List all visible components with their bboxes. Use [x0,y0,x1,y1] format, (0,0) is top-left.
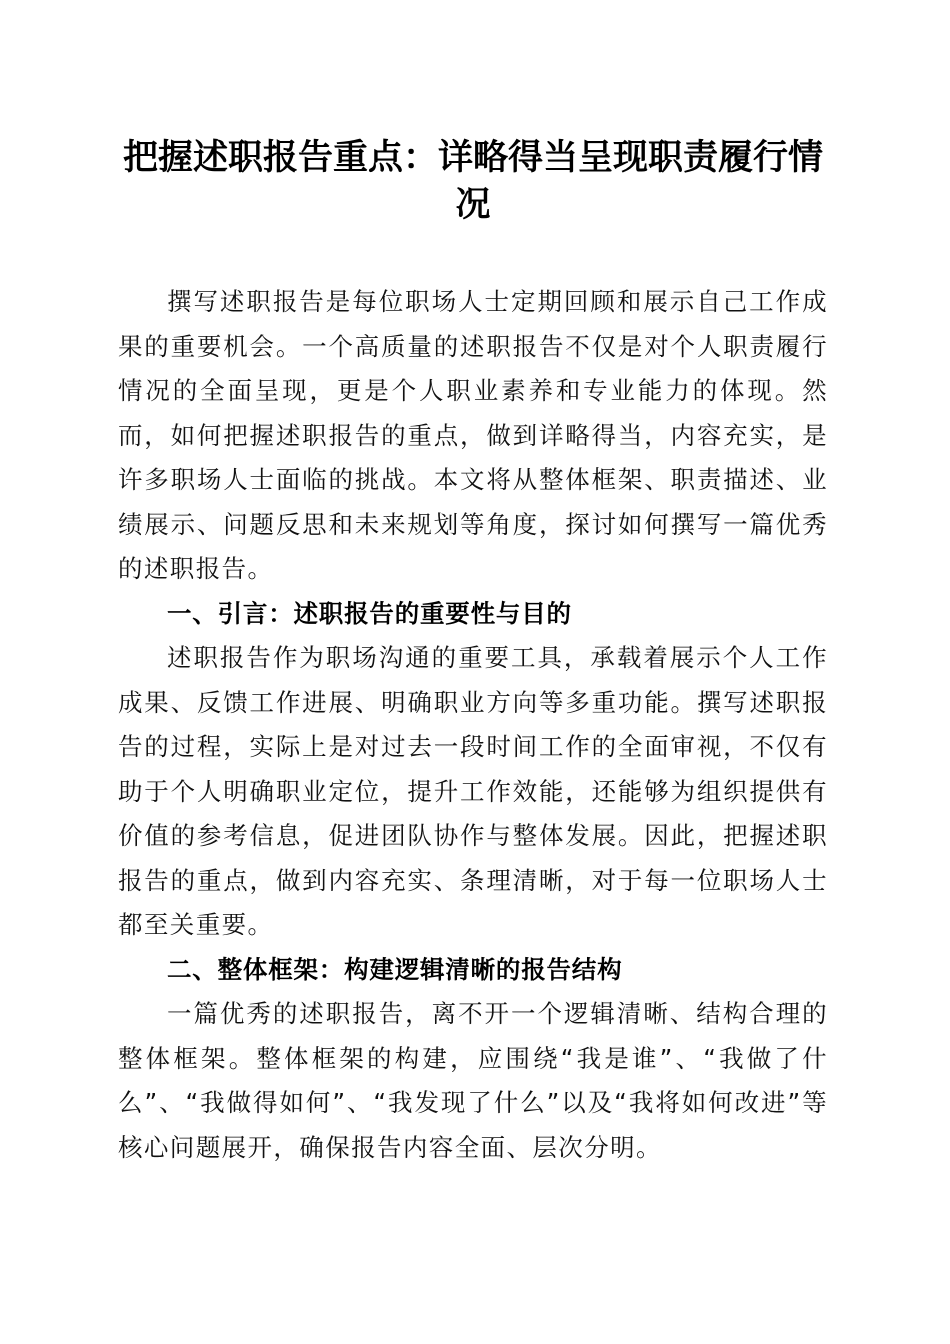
section-2-paragraph: 一篇优秀的述职报告，离不开一个逻辑清晰、结构合理的整体框架。整体框架的构建，应围绕“我是谁”、“我做了什么”、“我做得如何”、“我发现了什么”以及“我将如何改进”等核心问题展开，确保报告内容全面、层次分明。 [118,999,828,1162]
section-heading-1: 一、引言：述职报告的重要性与目的 [167,598,572,628]
intro-paragraph: 撰写述职报告是每位职场人士定期回顾和展示自己工作成果的重要机会。一个高质量的述职报告不仅是对个人职责履行情况的全面呈现，更是个人职业素养和专业能力的体现。然而，如何把握述职报告的重点，做到详略得当，内容充实，是许多职场人士面临的挑战。本文将从整体框架、职责描述、业绩展示、问题反思和未来规划等角度，探讨如何撰写一篇优秀的述职报告。 [118,287,828,583]
document-title: 把握述职报告重点：详略得当呈现职责履行情况 [122,137,823,225]
section-heading-2: 二、整体框架：构建逻辑清晰的报告结构 [167,954,623,984]
section-1-paragraph: 述职报告作为职场沟通的重要工具，承载着展示个人工作成果、反馈工作进展、明确职业方向等多重功能。撰写述职报告的过程，实际上是对过去一段时间工作的全面审视，不仅有助于个人明确职业定位，提升工作效能，还能够为组织提供有价值的参考信息，促进团队协作与整体发展。因此，把握述职报告的重点，做到内容充实、条理清晰，对于每一位职场人士都至关重要。 [118,643,828,939]
document-body [118,280,828,1170]
